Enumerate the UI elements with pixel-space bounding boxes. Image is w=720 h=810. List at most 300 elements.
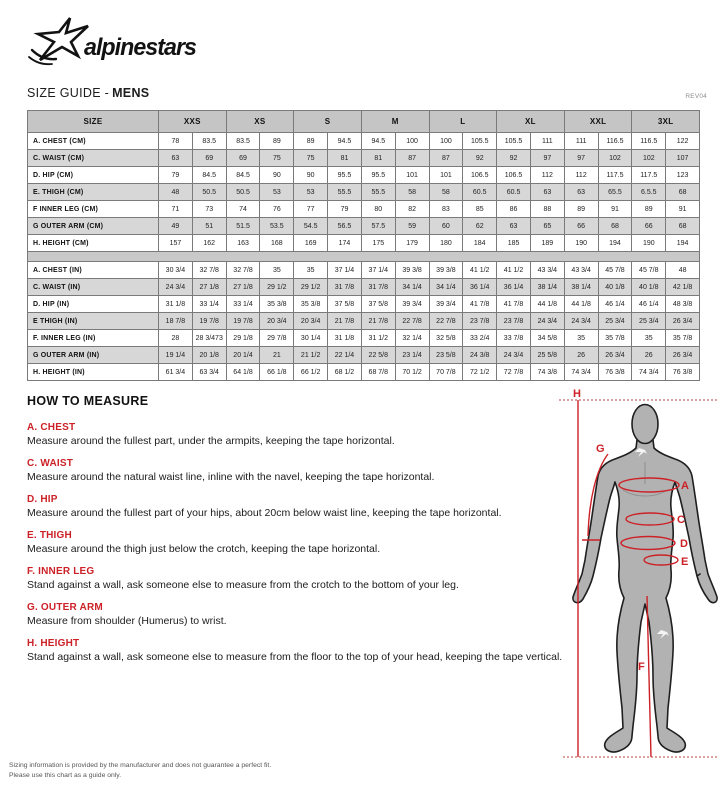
section-separator-cell xyxy=(28,252,700,262)
table-cell: 20 3/4 xyxy=(260,313,294,330)
row-label: C. WAIST (IN) xyxy=(28,279,159,296)
table-cell: 39 3/8 xyxy=(395,262,429,279)
table-cell: 75 xyxy=(294,150,328,167)
table-cell: 37 5/8 xyxy=(328,296,362,313)
table-cell: 26 xyxy=(632,347,666,364)
table-row xyxy=(28,201,700,218)
table-cell: 68 1/2 xyxy=(328,364,362,381)
table-cell: 43 3/4 xyxy=(530,262,564,279)
table-cell: 32 5/8 xyxy=(429,330,463,347)
table-cell: 31 1/8 xyxy=(328,330,362,347)
table-cell: 194 xyxy=(598,235,632,252)
label-thigh: E xyxy=(681,556,689,568)
table-cell: 29 1/2 xyxy=(260,279,294,296)
table-cell: 117.5 xyxy=(632,167,666,184)
label-waist: C xyxy=(677,514,685,526)
table-cell: 105.5 xyxy=(463,133,497,150)
table-cell: 112 xyxy=(564,167,598,184)
table-cell: 34 1/4 xyxy=(395,279,429,296)
table-cell: 74 3/8 xyxy=(530,364,564,381)
table-row xyxy=(28,133,700,150)
table-cell: 102 xyxy=(598,150,632,167)
table-cell: 44 1/8 xyxy=(564,296,598,313)
table-cell: 89 xyxy=(294,133,328,150)
table-cell: 62 xyxy=(463,218,497,235)
table-row xyxy=(28,184,700,201)
table-cell: 46 1/4 xyxy=(598,296,632,313)
table-cell: 63 xyxy=(530,184,564,201)
size-column-header: L xyxy=(429,111,497,133)
table-cell: 39 3/4 xyxy=(395,296,429,313)
row-label: E THIGH (IN) xyxy=(28,313,159,330)
table-cell: 31 1/2 xyxy=(361,330,395,347)
table-cell: 22 7/8 xyxy=(429,313,463,330)
table-cell: 71 xyxy=(159,201,193,218)
table-cell: 51 xyxy=(192,218,226,235)
table-cell: 31 7/8 xyxy=(328,279,362,296)
measure-item xyxy=(27,530,587,555)
table-cell: 35 xyxy=(632,330,666,347)
table-cell: 36 1/4 xyxy=(497,279,531,296)
table-cell: 21 7/8 xyxy=(361,313,395,330)
table-cell: 45 7/8 xyxy=(632,262,666,279)
table-cell: 168 xyxy=(260,235,294,252)
table-cell: 19 7/8 xyxy=(192,313,226,330)
table-cell: 31 1/8 xyxy=(159,296,193,313)
table-cell: 84.5 xyxy=(192,167,226,184)
table-cell: 92 xyxy=(497,150,531,167)
measure-item-heading: F. INNER LEG xyxy=(27,566,95,577)
table-cell: 69 xyxy=(226,150,260,167)
measure-item-text: Stand against a wall, ask someone else to measure from the crotch to the bottom of your leg. xyxy=(27,579,459,591)
measure-item-heading: D. HIP xyxy=(27,494,58,505)
measure-item-heading: C. WAIST xyxy=(27,458,74,469)
size-column-header: XS xyxy=(226,111,294,133)
table-cell: 28 3/473 xyxy=(192,330,226,347)
page-title xyxy=(27,86,149,100)
table-cell: 60 xyxy=(429,218,463,235)
page-title-prefix: SIZE GUIDE - xyxy=(27,86,110,100)
table-cell: 112 xyxy=(530,167,564,184)
table-cell: 39 3/4 xyxy=(429,296,463,313)
table-cell: 42 1/8 xyxy=(666,279,700,296)
table-row xyxy=(28,279,700,296)
row-label: G OUTER ARM (CM) xyxy=(28,218,159,235)
measure-item xyxy=(27,494,587,519)
table-cell: 24 3/4 xyxy=(564,313,598,330)
disclaimer-line-2: Please use this chart as a guide only. xyxy=(9,772,122,779)
table-cell: 101 xyxy=(429,167,463,184)
size-header-row xyxy=(28,111,700,133)
table-cell: 33 7/8 xyxy=(497,330,531,347)
table-cell: 32 1/4 xyxy=(395,330,429,347)
table-cell: 19 7/8 xyxy=(226,313,260,330)
table-cell: 116.5 xyxy=(632,133,666,150)
table-cell: 31 7/8 xyxy=(361,279,395,296)
table-cell: 35 xyxy=(294,262,328,279)
table-cell: 23 7/8 xyxy=(497,313,531,330)
alpinestars-star-icon xyxy=(26,14,202,70)
table-cell: 19 1/4 xyxy=(159,347,193,364)
table-cell: 26 3/4 xyxy=(666,313,700,330)
brand-wordmark: alpinestars xyxy=(84,34,197,61)
table-cell: 24 3/4 xyxy=(497,347,531,364)
table-cell: 72 1/2 xyxy=(463,364,497,381)
table-cell: 36 1/4 xyxy=(463,279,497,296)
table-cell: 51.5 xyxy=(226,218,260,235)
table-cell: 83.5 xyxy=(226,133,260,150)
table-cell: 90 xyxy=(294,167,328,184)
row-label: D. HIP (CM) xyxy=(28,167,159,184)
measure-item-heading: E. THIGH xyxy=(27,530,72,541)
table-cell: 20 1/8 xyxy=(192,347,226,364)
table-cell: 81 xyxy=(361,150,395,167)
table-cell: 35 xyxy=(260,262,294,279)
table-cell: 68 7/8 xyxy=(361,364,395,381)
table-cell: 87 xyxy=(429,150,463,167)
table-cell: 63 xyxy=(564,184,598,201)
table-cell: 100 xyxy=(395,133,429,150)
row-label: F INNER LEG (CM) xyxy=(28,201,159,218)
table-cell: 35 3/8 xyxy=(294,296,328,313)
table-row xyxy=(28,262,700,279)
table-cell: 74 3/4 xyxy=(564,364,598,381)
table-cell: 55.5 xyxy=(361,184,395,201)
disclaimer-line-1: Sizing information is provided by the manufacturer and does not guarantee a perfect fit. xyxy=(9,762,272,769)
label-height: H xyxy=(573,388,581,400)
table-cell: 86 xyxy=(497,201,531,218)
table-cell: 21 1/2 xyxy=(294,347,328,364)
table-cell: 91 xyxy=(666,201,700,218)
measure-item-text: Measure around the fullest part of your hips, about 20cm below waist line, keeping the tape horizontal. xyxy=(27,507,502,519)
table-cell: 45 7/8 xyxy=(598,262,632,279)
table-cell: 79 xyxy=(328,201,362,218)
table-cell: 69 xyxy=(192,150,226,167)
measure-item xyxy=(27,602,587,627)
table-cell: 60.5 xyxy=(497,184,531,201)
table-cell: 53 xyxy=(294,184,328,201)
table-cell: 40 1/8 xyxy=(632,279,666,296)
table-row xyxy=(28,150,700,167)
table-cell: 76 3/8 xyxy=(666,364,700,381)
table-cell: 18 7/8 xyxy=(159,313,193,330)
table-cell: 39 3/8 xyxy=(429,262,463,279)
table-cell: 41 1/2 xyxy=(497,262,531,279)
table-cell: 49 xyxy=(159,218,193,235)
table-cell: 82 xyxy=(395,201,429,218)
table-cell: 190 xyxy=(632,235,666,252)
head xyxy=(632,405,658,444)
table-cell: 68 xyxy=(666,218,700,235)
table-cell: 65.5 xyxy=(598,184,632,201)
table-cell: 89 xyxy=(632,201,666,218)
table-cell: 58 xyxy=(395,184,429,201)
table-cell: 29 1/8 xyxy=(226,330,260,347)
table-cell: 23 5/8 xyxy=(429,347,463,364)
table-cell: 122 xyxy=(666,133,700,150)
table-cell: 46 1/4 xyxy=(632,296,666,313)
measure-item-text: Stand against a wall, ask someone else to measure from the floor to the top of your head, keeping the tape vertical. xyxy=(27,651,563,663)
table-cell: 70 7/8 xyxy=(429,364,463,381)
table-cell: 88 xyxy=(530,201,564,218)
table-cell: 180 xyxy=(429,235,463,252)
table-cell: 102 xyxy=(632,150,666,167)
table-cell: 50.5 xyxy=(226,184,260,201)
table-cell: 157 xyxy=(159,235,193,252)
measurement-figure xyxy=(555,388,720,773)
table-cell: 184 xyxy=(463,235,497,252)
table-cell: 74 xyxy=(226,201,260,218)
table-cell: 41 7/8 xyxy=(463,296,497,313)
table-cell: 66 xyxy=(632,218,666,235)
table-cell: 105.5 xyxy=(497,133,531,150)
row-label: G OUTER ARM (IN) xyxy=(28,347,159,364)
table-cell: 35 7/8 xyxy=(598,330,632,347)
table-cell: 79 xyxy=(159,167,193,184)
table-cell: 41 1/2 xyxy=(463,262,497,279)
table-cell: 34 1/4 xyxy=(429,279,463,296)
size-table xyxy=(27,110,700,381)
table-cell: 163 xyxy=(226,235,260,252)
table-cell: 48 xyxy=(666,262,700,279)
table-cell: 24 3/4 xyxy=(530,313,564,330)
table-cell: 25 5/8 xyxy=(530,347,564,364)
table-cell: 100 xyxy=(429,133,463,150)
table-cell: 30 3/4 xyxy=(159,262,193,279)
table-cell: 61 3/4 xyxy=(159,364,193,381)
table-cell: 44 1/8 xyxy=(530,296,564,313)
table-cell: 33 1/4 xyxy=(192,296,226,313)
section-separator-row xyxy=(28,252,700,262)
table-cell: 55.5 xyxy=(328,184,362,201)
table-cell: 123 xyxy=(666,167,700,184)
row-label: H. HEIGHT (CM) xyxy=(28,235,159,252)
size-column-header: 3XL xyxy=(632,111,700,133)
table-cell: 38 1/4 xyxy=(530,279,564,296)
table-cell: 60.5 xyxy=(463,184,497,201)
table-cell: 23 1/4 xyxy=(395,347,429,364)
table-cell: 53.5 xyxy=(260,218,294,235)
table-cell: 25 3/4 xyxy=(632,313,666,330)
table-cell: 24 3/4 xyxy=(159,279,193,296)
table-cell: 189 xyxy=(530,235,564,252)
measure-item-text: Measure around the fullest part, under the armpits, keeping the tape horizontal. xyxy=(27,435,395,447)
label-hip: D xyxy=(680,538,688,550)
table-cell: 25 3/4 xyxy=(598,313,632,330)
table-cell: 76 xyxy=(260,201,294,218)
table-cell: 41 7/8 xyxy=(497,296,531,313)
measure-item xyxy=(27,638,587,663)
how-to-measure-section xyxy=(27,394,587,674)
table-cell: 92 xyxy=(463,150,497,167)
row-label: C. WAIST (CM) xyxy=(28,150,159,167)
table-cell: 43 3/4 xyxy=(564,262,598,279)
table-cell: 70 1/2 xyxy=(395,364,429,381)
table-cell: 66 1/8 xyxy=(260,364,294,381)
table-cell: 22 7/8 xyxy=(395,313,429,330)
row-label: H. HEIGHT (IN) xyxy=(28,364,159,381)
table-cell: 87 xyxy=(395,150,429,167)
table-cell: 94.5 xyxy=(361,133,395,150)
size-column-header: S xyxy=(294,111,362,133)
table-cell: 22 1/4 xyxy=(328,347,362,364)
table-cell: 38 1/4 xyxy=(564,279,598,296)
table-cell: 95.5 xyxy=(328,167,362,184)
table-cell: 35 3/8 xyxy=(260,296,294,313)
measure-item xyxy=(27,566,587,591)
table-cell: 85 xyxy=(463,201,497,218)
table-cell: 26 xyxy=(564,347,598,364)
table-cell: 175 xyxy=(361,235,395,252)
table-cell: 32 7/8 xyxy=(226,262,260,279)
table-cell: 20 1/4 xyxy=(226,347,260,364)
label-outer-arm: G xyxy=(596,443,605,455)
measure-item-heading: H. HEIGHT xyxy=(27,638,80,649)
table-cell: 27 1/8 xyxy=(192,279,226,296)
table-cell: 50.5 xyxy=(192,184,226,201)
body-diagram xyxy=(555,388,720,773)
size-column-header: XL xyxy=(497,111,565,133)
table-cell: 29 1/2 xyxy=(294,279,328,296)
table-cell: 174 xyxy=(328,235,362,252)
table-row xyxy=(28,296,700,313)
table-cell: 101 xyxy=(395,167,429,184)
table-cell: 63 xyxy=(497,218,531,235)
table-cell: 74 3/4 xyxy=(632,364,666,381)
table-row xyxy=(28,218,700,235)
table-cell: 23 7/8 xyxy=(463,313,497,330)
table-cell: 54.5 xyxy=(294,218,328,235)
table-cell: 111 xyxy=(530,133,564,150)
table-cell: 24 3/8 xyxy=(463,347,497,364)
table-cell: 22 5/8 xyxy=(361,347,395,364)
table-cell: 32 7/8 xyxy=(192,262,226,279)
table-cell: 190 xyxy=(564,235,598,252)
table-cell: 169 xyxy=(294,235,328,252)
table-cell: 68 xyxy=(666,184,700,201)
table-cell: 33 1/4 xyxy=(226,296,260,313)
table-cell: 35 7/8 xyxy=(666,330,700,347)
measure-item-heading: G. OUTER ARM xyxy=(27,602,103,613)
measure-item-text: Measure from shoulder (Humerus) to wrist. xyxy=(27,615,227,627)
table-cell: 78 xyxy=(159,133,193,150)
size-table-container xyxy=(27,110,700,381)
row-label: A. CHEST (CM) xyxy=(28,133,159,150)
table-cell: 21 7/8 xyxy=(328,313,362,330)
table-cell: 63 xyxy=(159,150,193,167)
table-cell: 21 xyxy=(260,347,294,364)
table-cell: 35 xyxy=(564,330,598,347)
table-cell: 95.5 xyxy=(361,167,395,184)
label-chest: A xyxy=(681,480,689,492)
alpinestars-logo xyxy=(26,14,202,75)
row-label: F. INNER LEG (IN) xyxy=(28,330,159,347)
table-cell: 27 1/8 xyxy=(226,279,260,296)
table-cell: 63 3/4 xyxy=(192,364,226,381)
row-label: E. THIGH (CM) xyxy=(28,184,159,201)
table-cell: 48 xyxy=(159,184,193,201)
table-row xyxy=(28,167,700,184)
measure-item xyxy=(27,458,587,483)
table-cell: 116.5 xyxy=(598,133,632,150)
table-cell: 97 xyxy=(564,150,598,167)
table-cell: 37 1/4 xyxy=(328,262,362,279)
table-cell: 107 xyxy=(666,150,700,167)
table-cell: 106.5 xyxy=(497,167,531,184)
size-column-header: XXS xyxy=(159,111,227,133)
table-cell: 26 3/4 xyxy=(598,347,632,364)
table-cell: 81 xyxy=(328,150,362,167)
table-cell: 57.5 xyxy=(361,218,395,235)
table-cell: 91 xyxy=(598,201,632,218)
table-cell: 33 2/4 xyxy=(463,330,497,347)
table-cell: 179 xyxy=(395,235,429,252)
table-cell: 77 xyxy=(294,201,328,218)
table-cell: 29 7/8 xyxy=(260,330,294,347)
table-cell: 194 xyxy=(666,235,700,252)
table-cell: 37 5/8 xyxy=(361,296,395,313)
table-cell: 76 3/8 xyxy=(598,364,632,381)
table-cell: 117.5 xyxy=(598,167,632,184)
revision-label: REV04 xyxy=(685,93,707,100)
table-cell: 185 xyxy=(497,235,531,252)
measure-item-text: Measure around the natural waist line, inline with the navel, keeping the tape horizontal. xyxy=(27,471,435,483)
measure-item xyxy=(27,422,587,447)
table-cell: 28 xyxy=(159,330,193,347)
table-cell: 58 xyxy=(429,184,463,201)
table-cell: 6.5.5 xyxy=(632,184,666,201)
table-cell: 40 1/8 xyxy=(598,279,632,296)
table-cell: 65 xyxy=(530,218,564,235)
table-cell: 111 xyxy=(564,133,598,150)
table-cell: 162 xyxy=(192,235,226,252)
page-title-gender: MENS xyxy=(112,86,150,100)
table-cell: 20 3/4 xyxy=(294,313,328,330)
disclaimer xyxy=(9,761,271,781)
size-header-cell: SIZE xyxy=(28,111,159,133)
table-cell: 90 xyxy=(260,167,294,184)
table-cell: 68 xyxy=(598,218,632,235)
table-cell: 106.5 xyxy=(463,167,497,184)
table-row xyxy=(28,313,700,330)
measure-item-heading: A. CHEST xyxy=(27,422,76,433)
table-cell: 89 xyxy=(564,201,598,218)
table-cell: 34 5/8 xyxy=(530,330,564,347)
table-cell: 30 1/4 xyxy=(294,330,328,347)
table-cell: 48 3/8 xyxy=(666,296,700,313)
table-cell: 26 3/4 xyxy=(666,347,700,364)
table-cell: 59 xyxy=(395,218,429,235)
table-cell: 72 7/8 xyxy=(497,364,531,381)
table-cell: 83 xyxy=(429,201,463,218)
table-cell: 83.5 xyxy=(192,133,226,150)
table-row xyxy=(28,364,700,381)
table-row xyxy=(28,347,700,364)
table-cell: 56.5 xyxy=(328,218,362,235)
table-cell: 97 xyxy=(530,150,564,167)
row-label: D. HIP (IN) xyxy=(28,296,159,313)
table-cell: 53 xyxy=(260,184,294,201)
size-column-header: XXL xyxy=(564,111,632,133)
table-cell: 94.5 xyxy=(328,133,362,150)
row-label: A. CHEST (IN) xyxy=(28,262,159,279)
label-inner-leg: F xyxy=(638,661,645,673)
table-cell: 75 xyxy=(260,150,294,167)
size-column-header: M xyxy=(361,111,429,133)
table-row xyxy=(28,330,700,347)
how-to-measure-title: HOW TO MEASURE xyxy=(27,394,149,408)
table-cell: 37 1/4 xyxy=(361,262,395,279)
